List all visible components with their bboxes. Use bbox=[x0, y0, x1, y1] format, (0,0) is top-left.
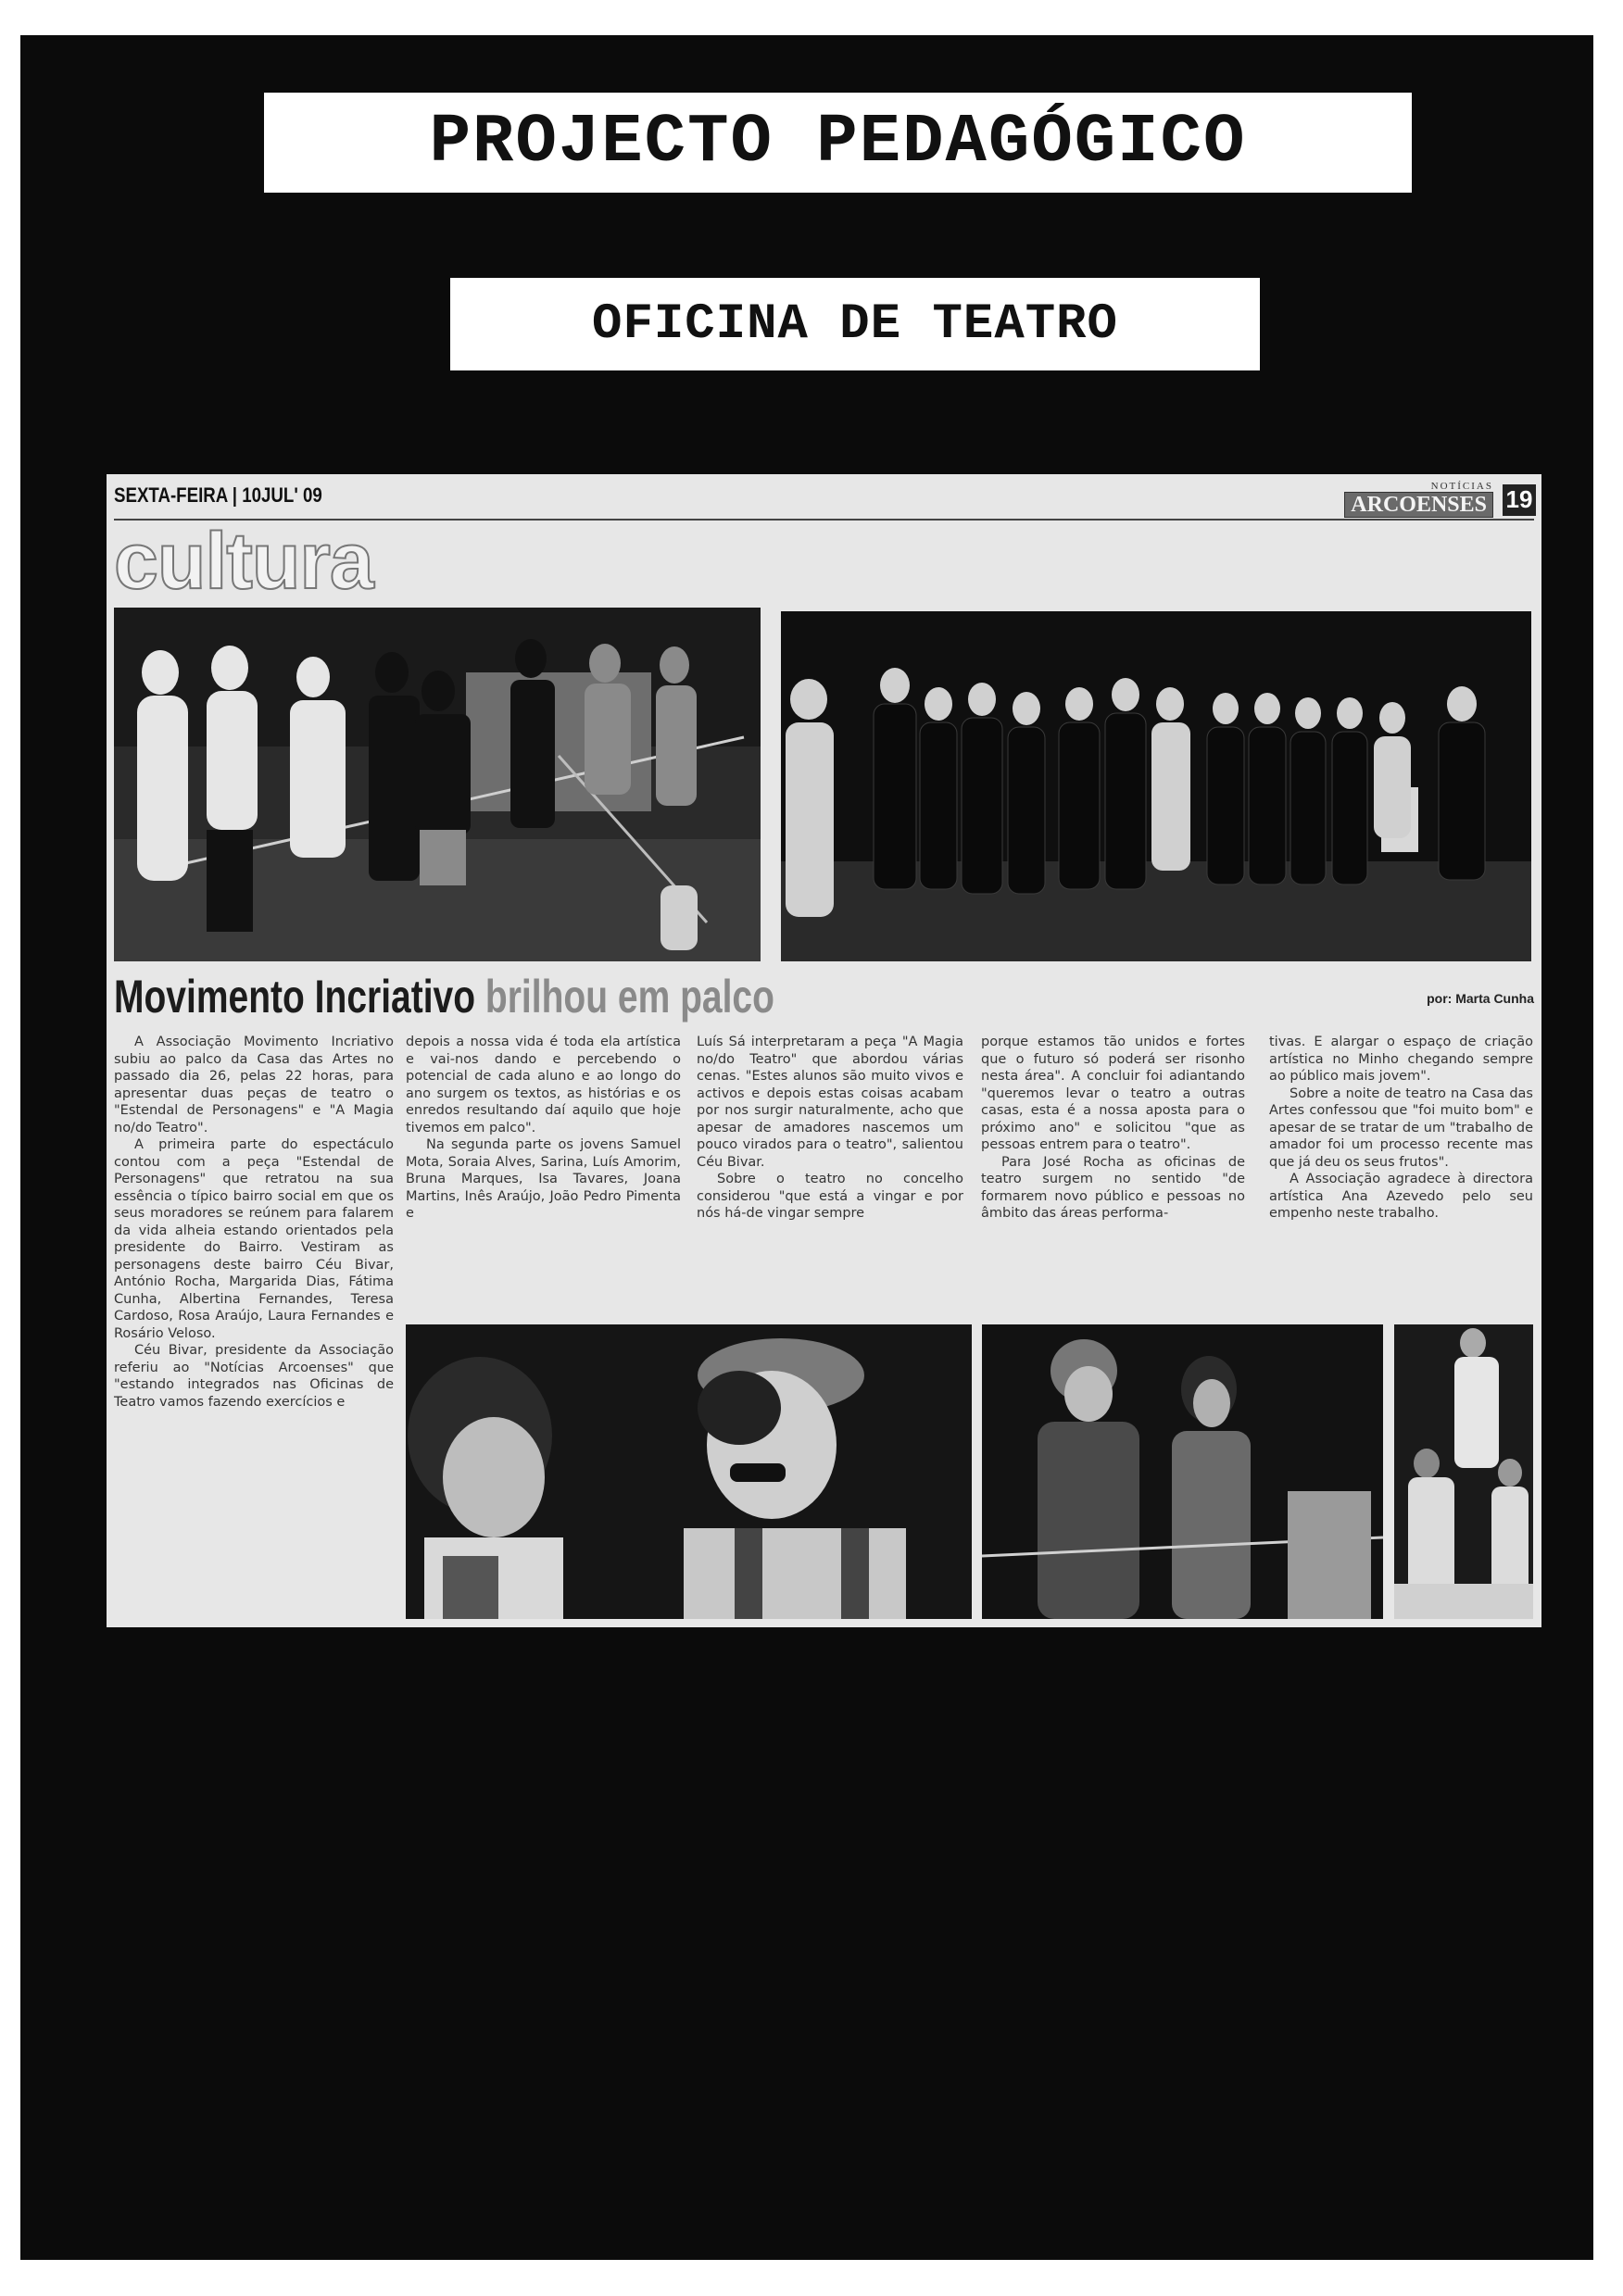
newspaper-clipping bbox=[107, 474, 1541, 1627]
article-column-4 bbox=[981, 1034, 1245, 1223]
publication-logo bbox=[1344, 482, 1493, 518]
paragraph: Na segunda parte os jovens Samuel Mota, Soraia Alves, Sarina, Luís Amorim, Bruna Marques, Isa Tavares, Joana Martins, Inês Araújo, João Pedro Pimenta e bbox=[406, 1137, 681, 1221]
headline-light-part: brilhou em palco bbox=[484, 971, 774, 1023]
photo-actors-closeup bbox=[406, 1324, 972, 1619]
paragraph: A Associação Movimento Incriativo subiu ao palco da Casa das Artes no passado dia 26, pelas 22 horas, para apresentar duas peças de teatro o "Estendal de Personagens" e "A Magia no/do Teatro". bbox=[114, 1035, 394, 1135]
paragraph: porque estamos tão unidos e fortes que o futuro só poderá ser risonho nesta área". A concluir foi adiantando "queremos levar o teatro a outras casas, esta é a nossa aposta para o próximo ano" e solicitou "que as pessoas entrem para o teatro". bbox=[981, 1035, 1245, 1152]
section-title: cultura bbox=[114, 517, 373, 606]
photo-actresses-costume bbox=[982, 1324, 1383, 1619]
publication-logo-small: NOTÍCIAS bbox=[1430, 481, 1493, 492]
photo-stage-cast-lineup bbox=[781, 611, 1531, 961]
headline-dark-part: Movimento Incriativo bbox=[114, 971, 476, 1023]
issue-date: SEXTA-FEIRA | 10JUL' 09 bbox=[114, 483, 322, 507]
paragraph: depois a nossa vida é toda ela artística e vai-nos dando e percebendo o potencial de cada aluno e ao longo do ano surgem os textos, as histórias e os enredos resultando daí aquilo que hoje tivemos em palco". bbox=[406, 1035, 681, 1135]
article-column-3 bbox=[697, 1034, 963, 1223]
paragraph: Sobre a noite de teatro na Casa das Artes confessou que "foi muito bom" e apesar de se tratar de um "trabalho de amador foi um processo recente mas que já deu os seus frutos". bbox=[1269, 1085, 1533, 1170]
publication-logo-name: ARCOENSES bbox=[1344, 492, 1493, 518]
publication-header bbox=[1344, 482, 1536, 518]
page-number: 19 bbox=[1503, 484, 1536, 516]
article-column-2 bbox=[406, 1034, 681, 1223]
paragraph: Sobre o teatro no concelho considerou "que está a vingar e por nós há-de vingar sempre bbox=[697, 1172, 963, 1221]
paragraph: A primeira parte do espectáculo contou com a peça "Estendal de Personagens" que retratou na sua essência o típico bairro social em que os seus moradores se reúnem para falarem da vida alheia estando orientados pela presidente do Bairro. Vestiram as personagens deste bairro Céu Bivar, António Rocha, Margarida Dias, Fátima Cunha, Albertina Fernandes, Teresa Cardoso, Rosa Araújo, Laura Fernandes e Rosário Veloso. bbox=[114, 1137, 394, 1341]
article-byline: por: Marta Cunha bbox=[1427, 991, 1534, 1006]
paragraph: A Associação agradece à directora artística Ana Azevedo pelo seu empenho neste trabalho. bbox=[1269, 1172, 1533, 1221]
board-subtitle: OFICINA DE TEATRO bbox=[450, 278, 1260, 370]
photo-stage-cast-women bbox=[114, 608, 761, 961]
paragraph: Céu Bivar, presidente da Associação referiu ao "Notícias Arcoenses" que "estando integrados nas Oficinas de Teatro vamos fazendo exercícios e bbox=[114, 1343, 394, 1410]
article-column-1 bbox=[114, 1034, 394, 1411]
board-title: PROJECTO PEDAGÓGICO bbox=[264, 93, 1412, 193]
paragraph: Para José Rocha as oficinas de teatro surgem no sentido "de formarem novo público e pessoas no âmbito das áreas performa- bbox=[981, 1154, 1245, 1221]
article-column-5 bbox=[1269, 1034, 1533, 1223]
paragraph: tivas. E alargar o espaço de criação artística no Minho chegando sempre ao público mais jovem". bbox=[1269, 1035, 1533, 1084]
paragraph: Luís Sá interpretaram a peça "A Magia no/do Teatro" que abordou várias cenas. "Estes alunos são muito vivos e activos e depois estas coisas acabam por nos surgir naturalmente, acho que apesar de amadores nascemos um pouco virados para o teatro", salientou Céu Bivar. bbox=[697, 1035, 963, 1170]
photo-figures-in-white bbox=[1394, 1324, 1533, 1619]
article-headline bbox=[114, 969, 774, 1024]
